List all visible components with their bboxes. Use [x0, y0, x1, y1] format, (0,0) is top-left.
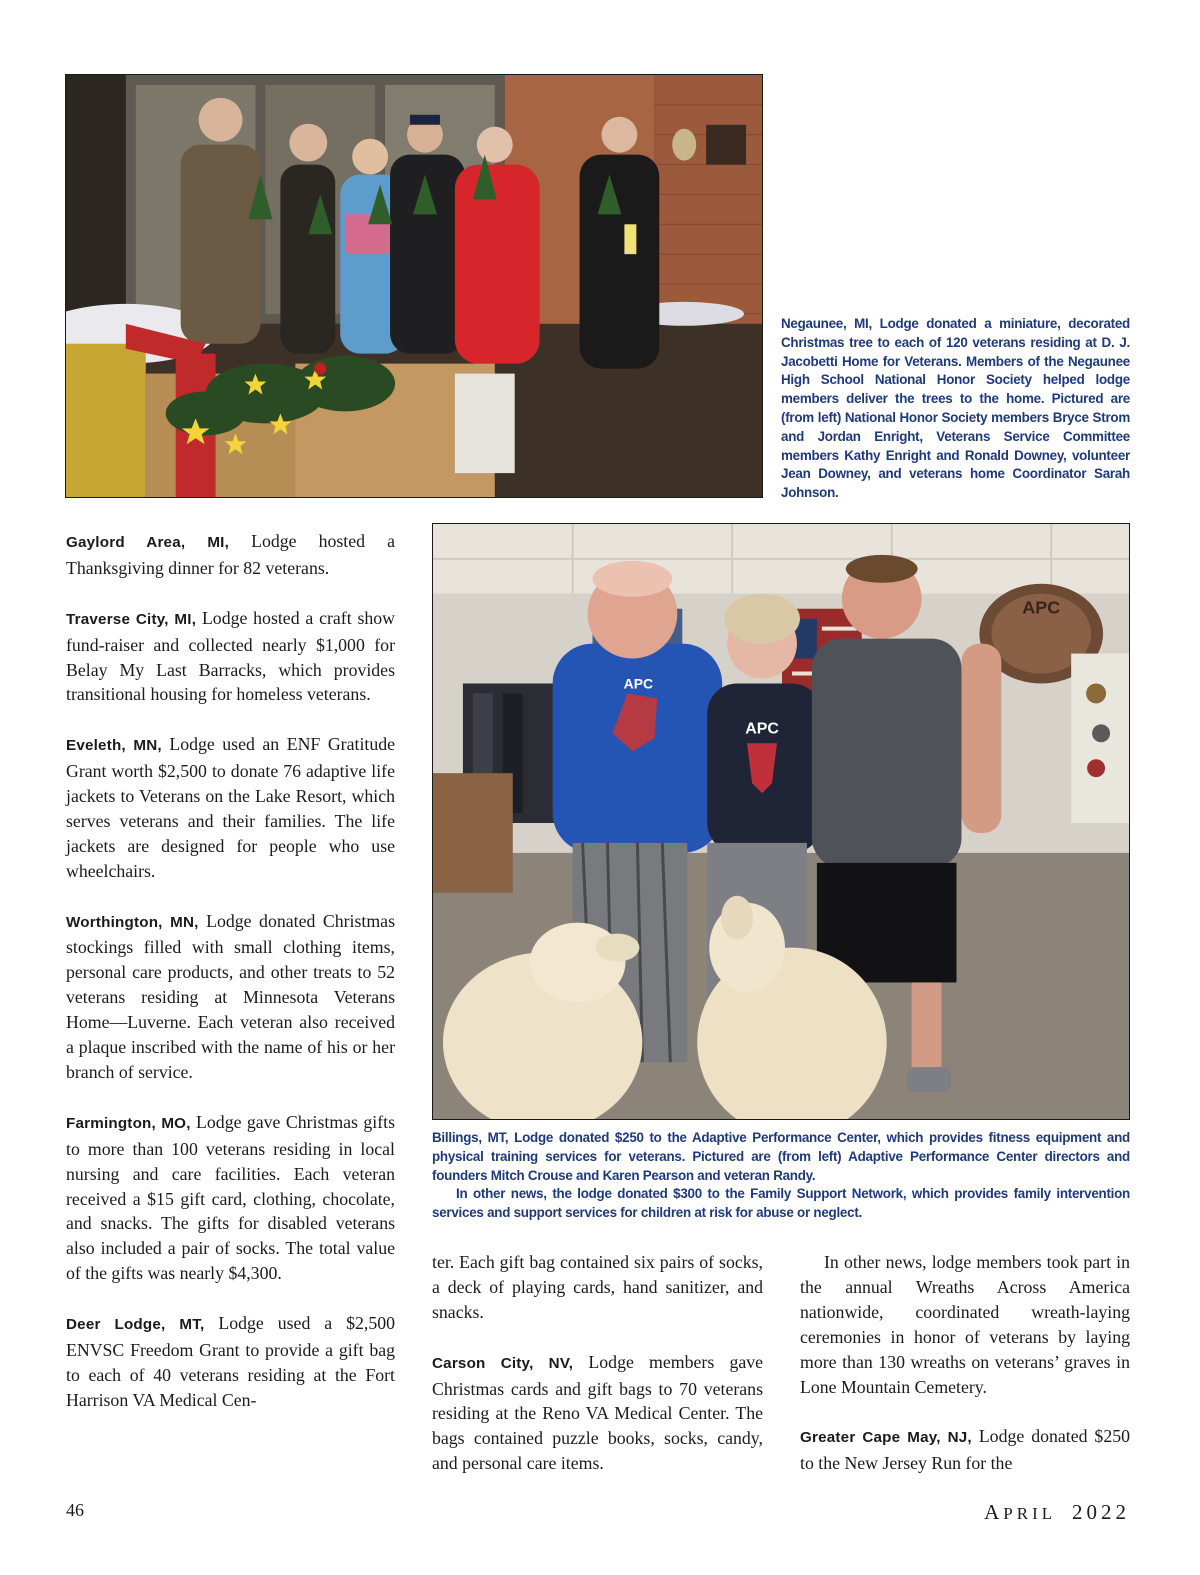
negaunee-caption	[781, 315, 1130, 503]
issue-date	[984, 1500, 1130, 1525]
article-farmington	[66, 1110, 395, 1286]
apc-shirt-text-left: APC	[623, 675, 654, 692]
billings-photo	[432, 523, 1130, 1120]
article-place: Greater Cape May, NJ,	[800, 1429, 972, 1447]
caption-place: Billings, MT,	[432, 1130, 509, 1145]
negaunee-photo-illustration	[66, 75, 762, 497]
article-place: Traverse City, MI,	[66, 610, 197, 628]
billings-caption-paragraph	[432, 1129, 1130, 1185]
article-place: Worthington, MN,	[66, 913, 199, 931]
article-text: Lodge members gave Christmas cards and gift bags to 70 veterans residing at the Reno VA Medical Center. The bags contained puzzle books, socks, candy, and personal care items.	[432, 1351, 764, 1474]
caption-text: Lodge donated a miniature, decorated Christmas tree to each of 120 veterans residing at D. J. Jacobetti Home for Veterans. Members of the Negaunee High School National Honor Society helped lodge members deliver the trees to the home. Pictured are (from left) National Honor Society members Bryce Strom and Jordan Enright, Veterans Service Committee members Kathy Enright and Ronald Downey, volunteer Jean Downey, and veterans home Coordinator Sarah Johnson.	[781, 316, 1130, 501]
article-traverse-city	[66, 606, 395, 708]
article-text: Lodge donated Christmas stockings filled with small clothing items, personal care products, and other treats to 52 veterans residing at Minnesota Veterans Home—Luverne. Each veteran also received a plaque inscribed with the name of his or her branch of service.	[66, 910, 395, 1082]
apc-shirt-text-center: APC	[745, 720, 779, 738]
article-greater-cape-may	[800, 1424, 1130, 1476]
article-place: Deer Lodge, MT,	[66, 1316, 205, 1334]
apc-sign-text: APC	[1022, 597, 1061, 618]
column-3	[800, 1250, 1130, 1476]
column-1	[66, 529, 395, 1413]
billings-photo-illustration	[433, 524, 1129, 1119]
article-eveleth	[66, 732, 395, 883]
caption-place: Negaunee, MI,	[781, 316, 872, 331]
billings-caption	[432, 1129, 1130, 1223]
article-carson-city	[432, 1350, 763, 1477]
issue-month-initial: A	[984, 1500, 1004, 1524]
article-place: Eveleth, MN,	[66, 737, 162, 755]
issue-month-rest: PRIL	[1003, 1504, 1056, 1523]
article-worthington	[66, 909, 395, 1085]
article-text: Lodge used an ENF Gratitude Grant worth $2,500 to donate 76 adaptive life jackets to Veterans on the Lake Resort, which serves veterans and their families. The life jackets are designed for people who use wheelchairs.	[66, 734, 395, 881]
article-text: Lodge hosted a Thanksgiving dinner for 82 veterans.	[66, 531, 395, 578]
article-place: Gaylord Area, MI,	[66, 534, 230, 551]
issue-month	[984, 1500, 1056, 1524]
article-carson-city-continued: In other news, lodge members took part in the annual Wreaths Across America nationwide, coordinated wreath-laying ceremonies in honor of veterans by laying more than 130 wreaths on veterans’ graves in Lone Mountain Cemetery.	[800, 1252, 1130, 1397]
billings-caption-paragraph-2: In other news, the lodge donated $300 to the Family Support Network, which provides family intervention services and support services for children at risk for abuse or neglect.	[432, 1186, 1130, 1221]
page-number: 46	[66, 1500, 84, 1520]
issue-year: 2022	[1072, 1500, 1130, 1524]
article-deer-lodge-continued: ter. Each gift bag contained six pairs of socks, a deck of playing cards, hand sanitizer, and snacks.	[432, 1252, 763, 1322]
article-deer-lodge	[66, 1311, 395, 1413]
article-text: Lodge donated $250 to the New Jersey Run for the	[800, 1426, 1130, 1474]
article-place: Carson City, NV,	[432, 1354, 574, 1372]
article-text: Lodge used a $2,500 ENVSC Freedom Grant to provide a gift bag to each of 40 veterans residing at the Fort Harrison VA Medical Cen-	[66, 1313, 395, 1410]
article-place: Farmington, MO,	[66, 1114, 191, 1132]
column-2	[432, 1250, 763, 1476]
negaunee-photo	[65, 74, 763, 498]
caption-text: Lodge donated $250 to the Adaptive Performance Center, which provides fitness equipment and physical training services for veterans. Pictured are (from left) Adaptive Performance Center directors and founders Mitch Crouse and Karen Pearson and veteran Randy.	[432, 1130, 1130, 1183]
article-gaylord	[66, 529, 395, 581]
article-text: Lodge hosted a craft show fund-raiser and collected nearly $1,000 for Belay My Last Barracks, which provides transitional housing for homeless veterans.	[66, 607, 395, 705]
article-text: Lodge gave Christmas gifts to more than 100 veterans residing in local nursing and care facilities. Each veteran received a $15 gift card, clothing, chocolate, and snacks. The gifts for disabled veterans also included a pair of socks. The total value of the gifts was nearly $4,300.	[66, 1111, 395, 1284]
